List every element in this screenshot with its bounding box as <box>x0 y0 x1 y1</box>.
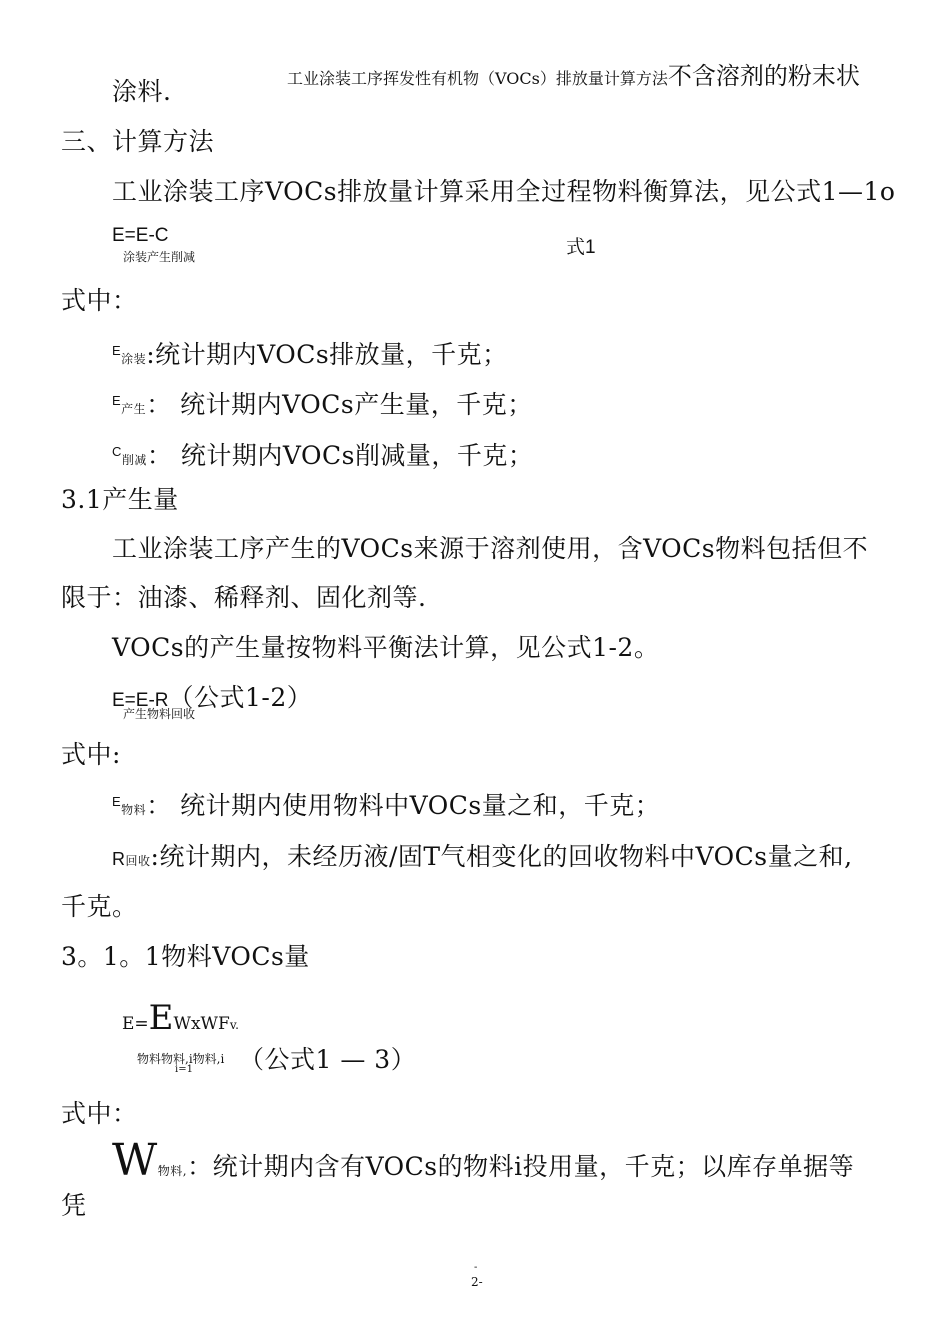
continued-text: 涂料. <box>112 77 172 106</box>
formula-2-label: （公式1-2） <box>168 683 313 712</box>
formula-3-label: （公式1 — 3） <box>239 1045 417 1074</box>
formula-1-label: 式1 <box>566 237 596 258</box>
running-header <box>287 56 860 91</box>
def-subscript: 涂装 <box>121 352 147 366</box>
page-number: 2- <box>471 1275 483 1289</box>
where-label-3: 式中： <box>61 1099 138 1128</box>
def-subscript: 回收 <box>125 854 151 868</box>
formula-2-subscripts: 产生物料回收 <box>123 707 196 721</box>
formula-3-left: E= <box>122 1014 149 1034</box>
def-text: ： 统计期内VOCs削减量，千克； <box>146 441 534 470</box>
formula-3 <box>122 998 239 1038</box>
definition-w-material <box>112 1135 854 1186</box>
def-subscript: 物料, <box>157 1164 188 1178</box>
subsection-3-1: 3.1产生量 <box>61 485 179 514</box>
where-label-2: 式中: <box>61 740 121 769</box>
paragraph-3-1-line2: 限于：油漆、稀释剂、固化剂等. <box>61 583 427 612</box>
def-symbol: E <box>112 794 122 809</box>
definition-c-reduced <box>112 436 533 472</box>
definition-e-material <box>112 786 660 822</box>
def-subscript: 削减 <box>121 453 147 467</box>
definition-e-generated <box>112 385 533 421</box>
def-symbol: R <box>112 849 126 869</box>
subsection-3-1-1: 3。1。1物料VOCs量 <box>61 942 310 971</box>
formula-3-index: i=1 <box>175 1064 193 1075</box>
def-symbol: C <box>112 444 122 459</box>
definition-e-coating <box>112 335 508 371</box>
formula-2-main: E=E-R <box>112 690 169 711</box>
formula-1: E=E-C <box>112 225 169 246</box>
formula-3-sum: E <box>148 998 174 1038</box>
header-continuation: 不含溶剂的粉末状 <box>667 62 860 90</box>
def-subscript: 产生 <box>121 402 147 416</box>
formula-1-subscripts: 涂装产生削减 <box>123 250 196 264</box>
paragraph-3-1-line1: 工业涂装工序产生的VOCs来源于溶剂使用，含VOCs物料包括但不 <box>112 534 869 563</box>
def-subscript: 物料 <box>121 803 147 817</box>
def-text: :统计期内VOCs排放量，千克； <box>146 340 508 369</box>
formula-3-subscripts: 物料物料,i物料,i <box>137 1052 225 1066</box>
def-text: ： 统计期内使用物料中VOCs量之和，千克； <box>146 791 661 820</box>
def-text: ： 统计期内VOCs产生量，千克； <box>146 390 533 419</box>
def-text: ：统计期内含有VOCs的物料i投用量，千克；以库存单据等 <box>187 1152 855 1181</box>
definition-r-continued: 千克。 <box>61 892 138 921</box>
intro-paragraph: 工业涂装工序VOCs排放量计算采用全过程物料衡算法，见公式1—1o <box>112 177 896 206</box>
formula-3-right-sub: v. <box>229 1018 239 1032</box>
section-heading-3: 三、计算方法 <box>61 127 215 156</box>
def-text: :统计期内，未经历液/固T气相变化的回收物料中VOCs量之和, <box>150 842 853 871</box>
def-symbol: W <box>112 1135 158 1186</box>
where-label-1: 式中： <box>61 286 138 315</box>
def-symbol: E <box>112 343 122 358</box>
formula-3-right: WxWF <box>173 1014 230 1034</box>
definition-r-recovered <box>112 837 853 873</box>
footer-dash: - <box>474 1262 478 1273</box>
def-symbol: E <box>112 393 122 408</box>
definition-w-continued: 凭 <box>61 1191 87 1220</box>
paragraph-3-1-line3: VOCs的产生量按物料平衡法计算，见公式1-2。 <box>112 633 660 662</box>
running-title: 工业涂装工序挥发性有机物（VOCs）排放量计算方法 <box>287 69 668 88</box>
